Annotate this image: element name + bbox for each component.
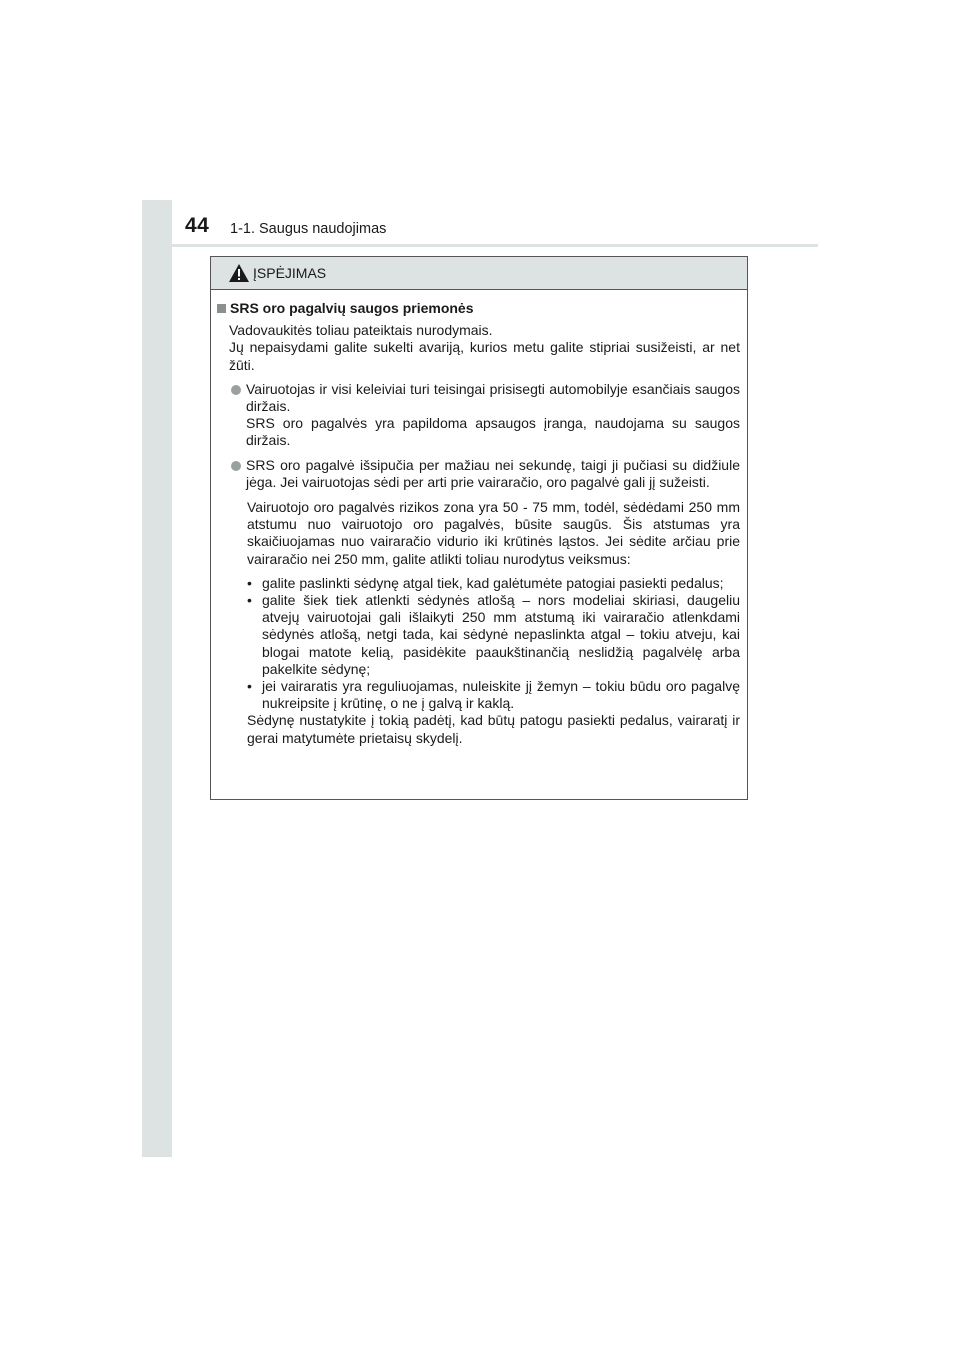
topic-heading — [217, 300, 740, 317]
list-item — [247, 575, 740, 592]
list-item — [247, 592, 740, 678]
header-rule — [172, 244, 818, 247]
bullet-line: Vairuotojas ir visi keleiviai turi teisingai prisisegti automobilyje esančiais saugos diržais. — [246, 380, 740, 415]
bullet-dot-icon — [231, 461, 241, 471]
step-marker: • — [247, 678, 252, 695]
bullet-item — [229, 381, 740, 450]
side-tab-strip — [142, 200, 172, 1157]
section-title: 1-1. Saugus naudojimas — [230, 221, 387, 237]
warning-body — [211, 290, 747, 747]
intro-line: Vadovaukitės toliau pateiktais nurodymais. — [229, 322, 493, 339]
detail-paragraph: Vairuotojo oro pagalvės rizikos zona yra 50 - 75 mm, todėl, sėdėdami 250 mm atstumu nuo vairuotojo oro pagalvės, būsite saugūs. Šis atstumas yra skaičiuojamas nuo vairaračio vidurio iki krūtinės ląstos. Jei sėdite arčiau prie vairaračio nei 250 mm, galite atlikti toliau nurodytus veiksmus: — [247, 499, 740, 567]
warning-triangle-icon — [228, 263, 250, 283]
warning-title: ĮSPĖJIMAS — [253, 265, 327, 281]
bullet-item — [229, 457, 740, 491]
step-marker: • — [247, 574, 252, 591]
step-text: galite paslinkti sėdynę atgal tiek, kad galėtumėte patogiai pasiekti pedalus; — [262, 574, 724, 591]
intro-paragraph — [229, 322, 740, 374]
warning-header — [211, 257, 747, 290]
page-number: 44 — [185, 214, 210, 237]
list-item — [247, 678, 740, 712]
closing-paragraph: Sėdynę nustatykite į tokią padėtį, kad būtų patogu pasiekti pedalus, vairaratį ir gerai matytumėte prietaisų skydelį. — [247, 712, 740, 746]
step-text: galite šiek tiek atlenkti sėdynės atlošą – nors modeliai skiriasi, daugeliu atvejų vairuotojai gali išlaikyti 250 mm atstumą iki vairaračio atlenkdami sėdynės atlošą, netgi tada, kai sėdynė nepaslinkta atgal – tokiu atveju, kai blogai matote kelią, pasidėkite paaukštinančią neslidžią pagalvėlę arba pakelkite sėdynę; — [262, 592, 740, 677]
step-text: jei vairaratis yra reguliuojamas, nuleiskite jį žemyn – tokiu būdu oro pagalvę nukreipsite į krūtinę, o ne į galvą ir kaklą. — [262, 678, 740, 712]
bullet-line: SRS oro pagalvė išsipučia per mažiau nei sekundę, taigi ji pučiasi su didžiule jėga. Jei vairuotojas sėdi per arti prie vairaračio, oro pagalvė gali jį sužeisti. — [246, 456, 740, 490]
intro-line: Jų nepaisydami galite sukelti avariją, kurios metu galite stipriai susižeisti, ar net žūti. — [229, 339, 740, 373]
bullet-line: SRS oro pagalvės yra papildoma apsaugos įranga, naudojama su saugos diržais. — [246, 415, 740, 449]
warning-box — [210, 256, 748, 800]
topic-title: SRS oro pagalvių saugos priemonės — [230, 300, 474, 316]
step-marker: • — [247, 592, 252, 609]
bullet-dot-icon — [231, 385, 241, 395]
steps-list — [247, 575, 740, 713]
square-bullet-icon — [217, 304, 226, 313]
